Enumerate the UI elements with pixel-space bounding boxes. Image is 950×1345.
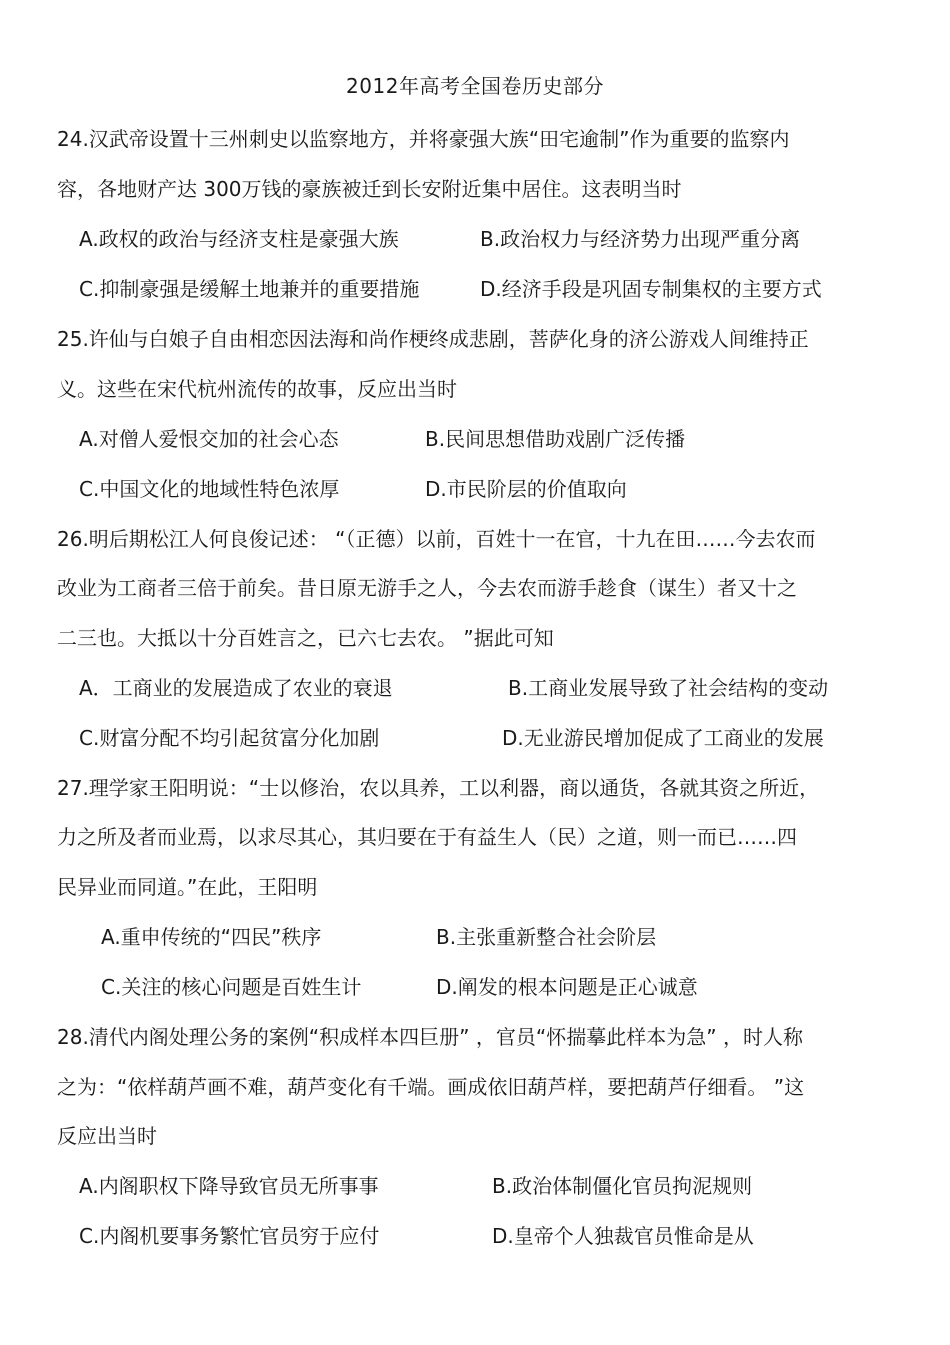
question-text-line: 民异业而同道。”在此，王阳明 [57,875,318,899]
question-text-line: 力之所及者而业焉，以求尽其心，其归要在于有益生人（民）之道，则一而已……四 [57,825,797,849]
option-c: C.财富分配不均引起贫富分化加剧 [79,726,380,750]
question-text-line: 24.汉武帝设置十三州刺史以监察地方，并将豪强大族“田宅逾制”作为重要的监察内 [57,127,790,151]
option-d: D.皇帝个人独裁官员惟命是从 [492,1224,754,1248]
question-text-line: 27.理学家王阳明说：“士以修治，农以具养，工以利器，商以通货，各就其资之所近， [57,776,820,800]
option-d: D.阐发的根本问题是正心诚意 [436,975,698,999]
option-d: D.经济手段是巩固专制集权的主要方式 [480,277,822,301]
option-a: A.对僧人爱恨交加的社会心态 [79,427,339,451]
page-title: 2012年高考全国卷历史部分 [346,74,604,98]
question-text-line: 28.清代内阁处理公务的案例“积成样本四巨册” ，官员“怀揣摹此样本为急” ，时人称 [57,1025,803,1049]
question-text-line: 25.许仙与白娘子自由相恋因法海和尚作梗终成悲剧，菩萨化身的济公游戏人间维持正 [57,327,809,351]
question-text-line: 义。这些在宋代杭州流传的故事，反应出当时 [57,377,457,401]
option-a: A．工商业的发展造成了农业的衰退 [79,676,393,700]
option-d: D.无业游民增加促成了工商业的发展 [502,726,824,750]
question-text-line: 容，各地财产达 300万钱的豪族被迁到长安附近集中居住。这表明当时 [57,177,682,201]
question-text-line: 改业为工商者三倍于前矣。昔日原无游手之人，今去农而游手趁食（谋生）者又十之 [57,576,797,600]
question-text-line: 反应出当时 [57,1124,157,1148]
option-b: B.主张重新整合社会阶层 [436,925,657,949]
option-b: B.政治权力与经济势力出现严重分离 [480,227,801,251]
question-text-line: 26.明后期松江人何良俊记述： “（正德）以前，百姓十一在官，十九在田……今去农而 [57,527,816,551]
option-b: B.工商业发展导致了社会结构的变动 [508,676,829,700]
option-b: B.民间思想借助戏剧广泛传播 [425,427,686,451]
option-a: A.重申传统的“四民”秩序 [101,925,322,949]
option-a: A.内阁职权下降导致官员无所事事 [79,1174,379,1198]
question-text-line: 之为：“依样葫芦画不难，葫芦变化有千端。画成依旧葫芦样，要把葫芦仔细看。 ”这 [57,1075,805,1099]
question-text-line: 二三也。大抵以十分百姓言之，已六七去农。 ”据此可知 [57,626,554,650]
option-d: D.市民阶层的价值取向 [425,477,627,501]
option-b: B.政治体制僵化官员拘泥规则 [492,1174,753,1198]
option-c: C.抑制豪强是缓解土地兼并的重要措施 [79,277,420,301]
option-a: A.政权的政治与经济支柱是豪强大族 [79,227,399,251]
option-c: C.内阁机要事务繁忙官员穷于应付 [79,1224,380,1248]
option-c: C.中国文化的地域性特色浓厚 [79,477,340,501]
option-c: C.关注的核心问题是百姓生计 [101,975,362,999]
